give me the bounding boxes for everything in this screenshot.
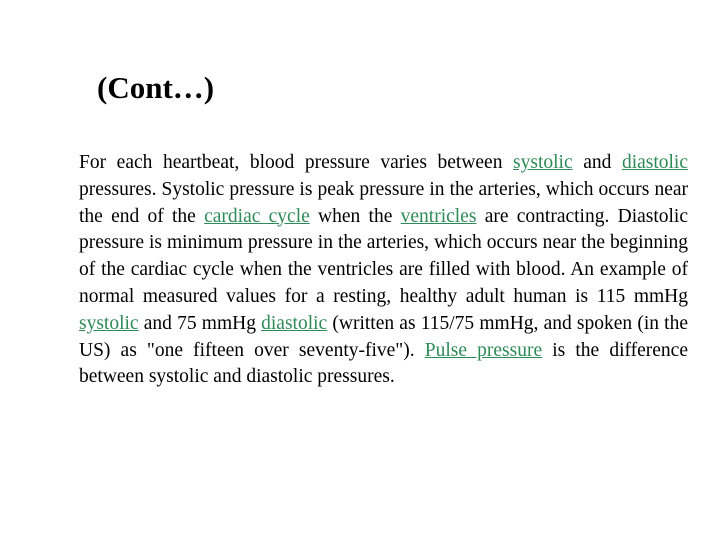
body-text: are contracting. Diastolic pressure is minimum pressure in the arteries, which occurs near the beginning of the cardiac cycle when the ventricles are filled with blood. An example of normal measured values for a resting, healthy adult human is 115 mmHg bbox=[79, 205, 689, 307]
body-text: is the difference between systolic and diastolic pressures. bbox=[79, 339, 688, 388]
pulse-pressure-link[interactable]: Pulse pressure bbox=[424, 339, 543, 361]
diastolic-link-2[interactable]: diastolic bbox=[261, 312, 328, 334]
slide-title: (Cont…) bbox=[97, 70, 215, 105]
ventricles-link[interactable]: ventricles bbox=[400, 205, 477, 227]
cardiac-cycle-link[interactable]: cardiac cycle bbox=[204, 205, 310, 227]
body-text: (written as 115/75 mmHg, and spoken (in the US) as "one fifteen over seventy-five"). bbox=[79, 312, 688, 361]
body-text: For each heartbeat, blood pressure varies between bbox=[79, 152, 514, 173]
systolic-link[interactable]: systolic bbox=[513, 152, 573, 173]
body-text: and bbox=[572, 152, 622, 173]
body-text: and 75 mmHg bbox=[138, 312, 262, 334]
diastolic-link[interactable]: diastolic bbox=[621, 152, 689, 173]
body-text: pressures. Systolic pressure is peak pressure in the arteries, which occurs near the end of the bbox=[79, 178, 688, 227]
body-text: when the bbox=[309, 205, 401, 227]
systolic-link-2[interactable]: systolic bbox=[79, 312, 139, 334]
body-paragraph bbox=[79, 150, 688, 391]
